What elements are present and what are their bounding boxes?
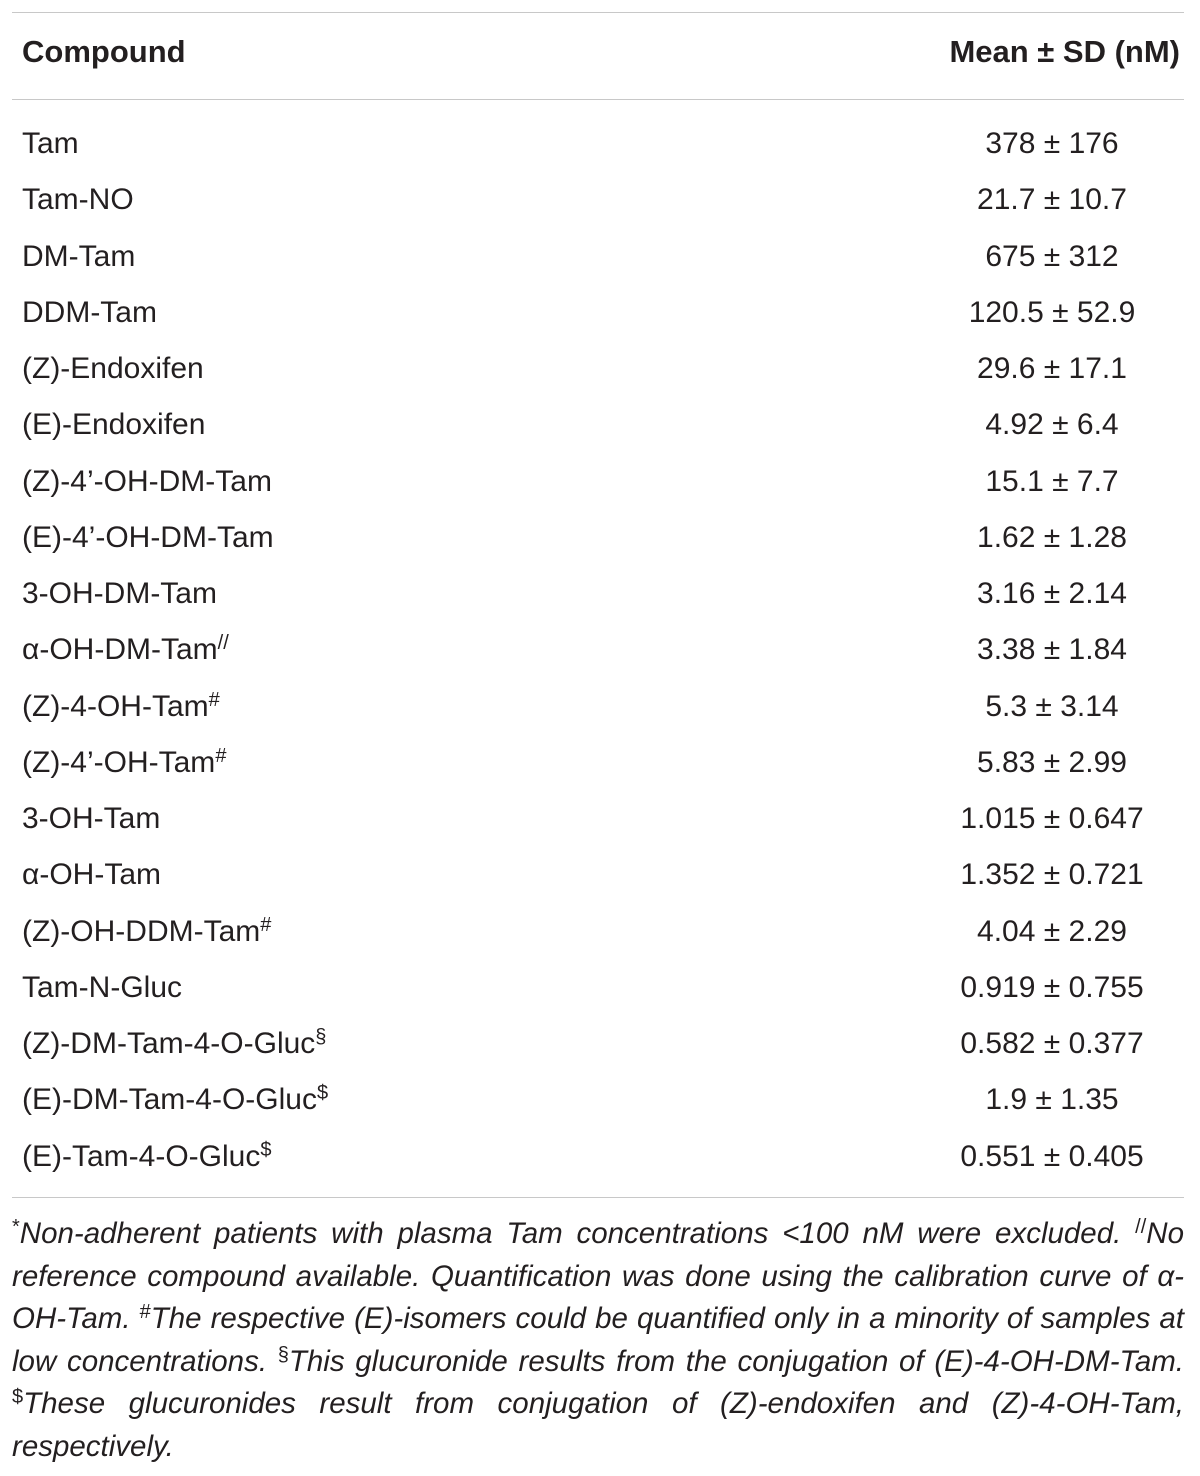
compound-name [22,456,272,508]
mean-sd-value: 1.62 ± 1.28 [977,520,1127,554]
compound-name-text: Tam [22,127,79,160]
compound-name [22,174,134,226]
mean-sd-value: 29.6 ± 17.1 [977,352,1127,385]
mean-sd-value: 5.83 ± 2.99 [977,745,1127,779]
mean-sd-value: 4.04 ± 2.29 [977,914,1127,948]
compound-name-text: (Z)-4’-OH-Tam [22,745,216,779]
compound-name-text: (Z)-Endoxifen [22,352,204,385]
footnote-text: The respective (E)-isomers could be quantified only in a minority of samples at low concentrations. [12,1302,1184,1378]
table-row [0,118,1200,174]
table-bottom-rule [12,1197,1184,1198]
mean-sd-value: 21.7 ± 10.7 [977,183,1127,217]
table-row [0,174,1200,230]
mean-sd-value: 0.551 ± 0.405 [960,1139,1144,1173]
mean-sd-value: 3.38 ± 1.84 [977,633,1127,667]
mean-sd-value: 1.015 ± 0.647 [960,802,1144,835]
footnote-text: These glucuronides result from conjugation of (Z)-endoxifen and (Z)-4-OH-Tam, respectively. [12,1387,1184,1463]
footnote-mark: $ [316,1082,329,1105]
table-header-rule [12,99,1184,100]
footnote-text: No reference compound available. Quantification was done using the calibration curve of α-OH-Tam. [12,1217,1184,1336]
compound-name [22,849,161,901]
compound-name-text: DM-Tam [22,239,136,273]
compound-name-text: (Z)-4’-OH-DM-Tam [22,464,272,498]
mean-sd-value: 15.1 ± 7.7 [985,464,1119,498]
compound-name [22,568,217,620]
compound-name-text: (Z)-DM-Tam-4-O-Gluc [22,1027,316,1060]
footnote-symbol: // [1135,1216,1147,1238]
compound-name [22,793,160,845]
compound-name-text: DDM-Tam [22,295,157,329]
table-row [0,343,1200,399]
table-row [0,512,1200,568]
mean-sd-value: 3.16 ± 2.14 [977,577,1127,610]
mean-sd-value: 378 ± 176 [985,127,1119,160]
compound-name [22,1074,328,1126]
table-row [0,456,1200,512]
table-row [0,287,1200,343]
table-body [0,118,1200,1187]
mean-sd-value: 120.5 ± 52.9 [968,295,1136,329]
compound-name [22,681,220,733]
table-row [0,399,1200,455]
table-row [0,231,1200,287]
compound-name [22,737,226,789]
footnote-symbol: * [12,1216,20,1238]
compound-name-text: (E)-Tam-4-O-Gluc [22,1139,261,1173]
footnote-mark: // [217,632,229,655]
compound-name-text: (Z)-4-OH-Tam [22,689,209,723]
compound-name-text: (E)-DM-Tam-4-O-Gluc [22,1083,317,1117]
table-row [0,681,1200,737]
table-top-rule [12,12,1184,13]
footnote-mark: § [315,1026,327,1048]
compound-name-text: α-OH-Tam [22,858,161,892]
compound-name-text: Tam-NO [22,183,134,217]
compound-name [22,118,79,170]
mean-sd-value: 675 ± 312 [985,239,1119,273]
table-row [0,568,1200,624]
table-footnote [12,1213,1184,1469]
footnote-mark: # [260,913,272,936]
table-row [0,624,1200,680]
mean-sd-value: 4.92 ± 6.4 [985,408,1119,442]
footnote-symbol: § [277,1343,289,1366]
footnote-symbol: # [139,1301,151,1324]
table-row [0,849,1200,905]
header-mean-sd: Mean ± SD (nM) [949,34,1180,69]
table-header-row [0,34,1200,78]
compound-name-text: (E)-Endoxifen [22,408,206,442]
compound-name [22,962,182,1014]
table-row [0,1074,1200,1130]
compound-name [22,343,204,395]
compound-name [22,512,274,564]
compound-name-text: (Z)-OH-DDM-Tam [22,914,261,948]
footnote-text: Non-adherent patients with plasma Tam concentrations <100 nM were excluded. [19,1217,1136,1250]
mean-sd-value: 0.919 ± 0.755 [960,970,1144,1004]
footnote-mark: # [208,688,220,711]
compound-name [22,399,205,451]
mean-sd-value: 1.352 ± 0.721 [960,858,1144,892]
compound-name-text: 3-OH-Tam [22,802,161,835]
table-row [0,1018,1200,1074]
compound-name [22,231,135,283]
table-row [0,1131,1200,1187]
footnote-mark: $ [260,1138,272,1161]
compound-name [22,906,271,958]
mean-sd-value: 0.582 ± 0.377 [960,1027,1144,1060]
footnote-symbol: $ [12,1386,24,1409]
compound-name-text: (E)-4’-OH-DM-Tam [22,520,274,554]
compound-name-text: 3-OH-DM-Tam [22,577,217,610]
compound-name [22,1018,326,1070]
mean-sd-value: 1.9 ± 1.35 [985,1083,1119,1117]
table-row [0,793,1200,849]
footnote-mark: # [215,744,227,767]
compound-name [22,1131,271,1183]
table-row [0,906,1200,962]
compound-name-text: Tam-N-Gluc [22,970,183,1004]
table-row [0,737,1200,793]
table-row [0,962,1200,1018]
compound-name-text: α-OH-DM-Tam [22,633,218,667]
mean-sd-value: 5.3 ± 3.14 [985,689,1119,723]
footnote-text: This glucuronide results from the conjugation of (E)-4-OH-DM-Tam. [288,1344,1184,1378]
compound-name [22,287,157,339]
header-compound: Compound [22,34,186,69]
compound-name [22,624,229,676]
